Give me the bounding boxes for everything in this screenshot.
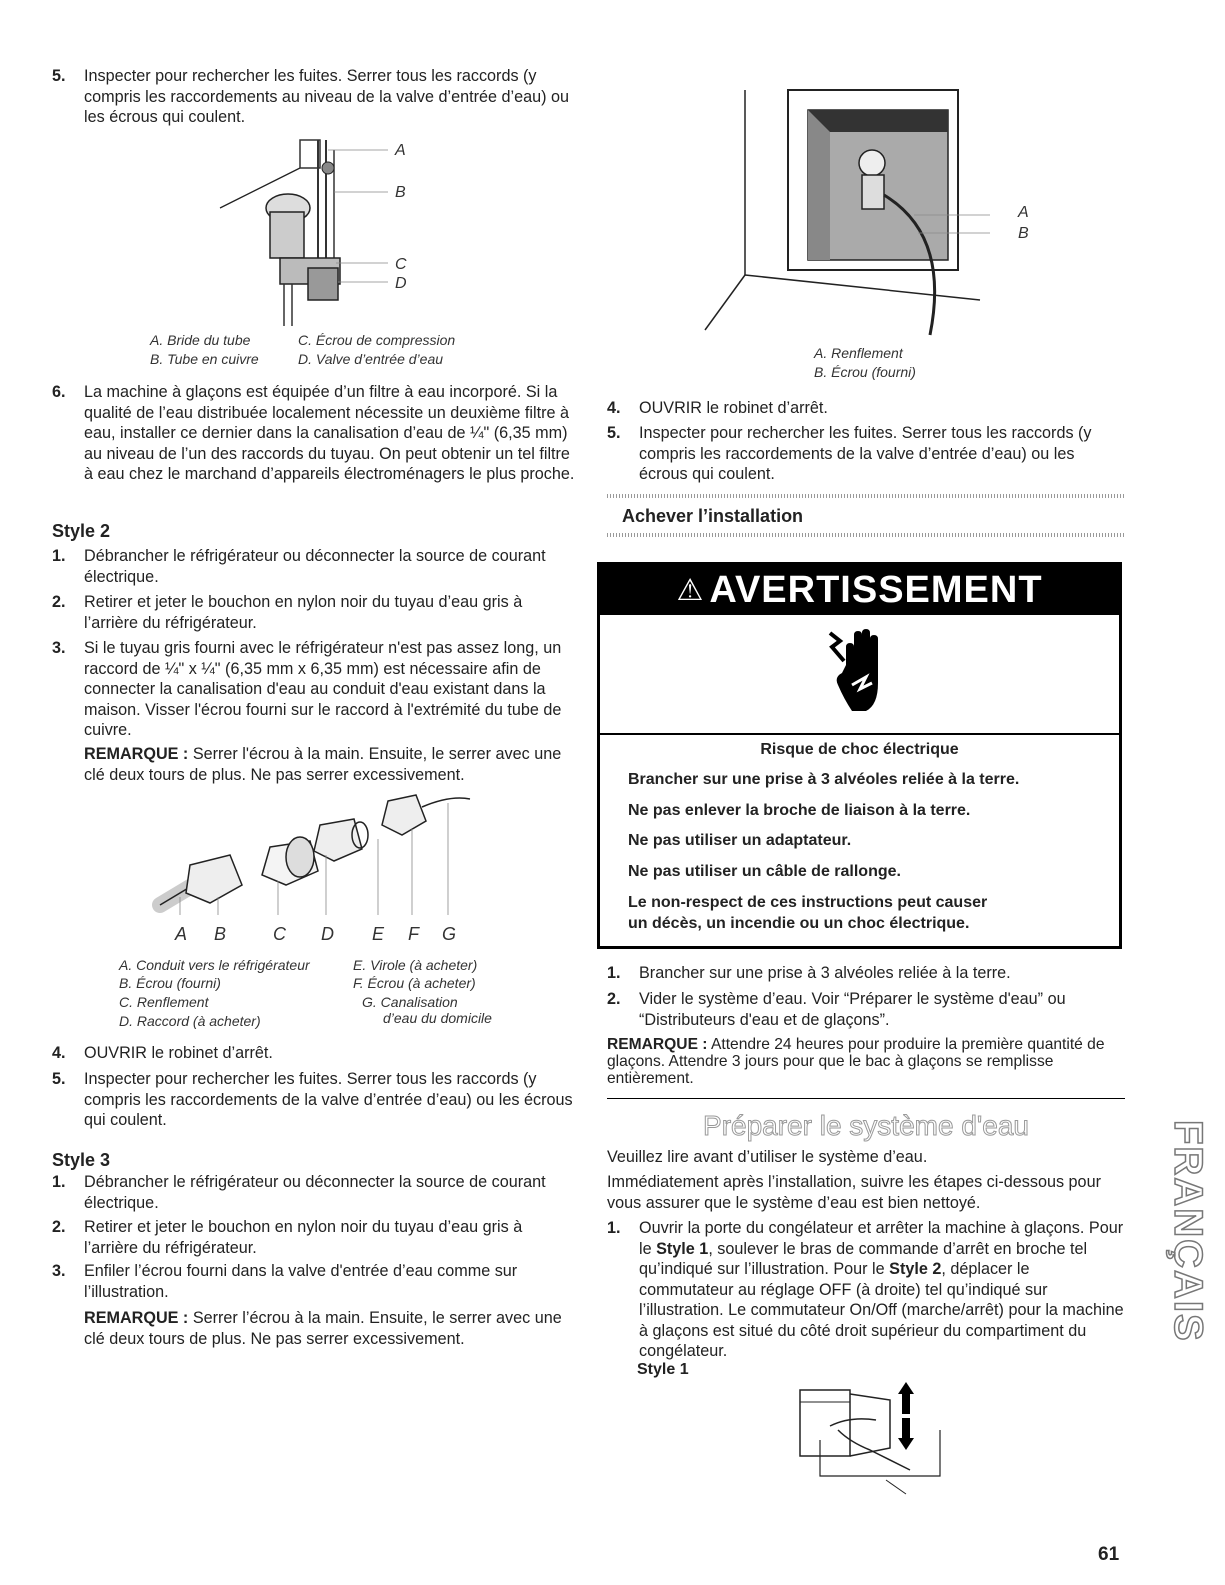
shock-hazard-icon [822, 625, 897, 730]
style2-step-2: 2. Retirer et jeter le bouchon en nylon noir du tuyau d’eau gris à l’arrière du réfrigérateur. [52, 593, 523, 632]
warning-line-1: Brancher sur une prise à 3 alvéoles reliée à la terre. [628, 771, 1020, 788]
warning-divider [600, 733, 1119, 735]
style3-note: REMARQUE : Serrer l’écrou à la main. Ensuite, le serrer avec une clé deux tours de plus. Ne pas serrer excessivement. [84, 1309, 562, 1348]
figure-fittings [150, 785, 480, 925]
warning-risk: Risque de choc électrique [760, 741, 959, 758]
fig3-caption-b: B. Écrou (fourni) [814, 364, 916, 380]
style-2-heading: Style 2 [52, 521, 111, 541]
fig1-caption-b: B. Tube en cuivre [150, 351, 259, 367]
style3-step-1: 1. Débrancher le réfrigérateur ou déconnecter la source de courant électrique. [52, 1173, 546, 1212]
fig2-caption-c: C. Renflement [119, 994, 209, 1010]
fig2-label-c: C [273, 924, 286, 944]
section-title: Préparer le système d'eau [703, 1110, 1029, 1141]
fig1-caption-d: D. Valve d’entrée d’eau [298, 351, 444, 367]
fig2-caption-f: F. Écrou (à acheter) [353, 975, 476, 991]
fig2-caption-d: D. Raccord (à acheter) [119, 1013, 261, 1029]
fig2-label-e: E [372, 924, 385, 944]
fig3-label-a: A [1018, 204, 1029, 221]
page-number: 61 [1098, 1544, 1120, 1565]
install-note: REMARQUE : Attendre 24 heures pour produire la première quantité de glaçons. Attendre 3 jours pour que le bac à glaçons se remplisse entièrement. [607, 1036, 1105, 1087]
warning-triangle-icon: ⚠ [676, 572, 704, 608]
figure-wall-box [700, 85, 990, 340]
warning-line-6: un décès, un incendie ou un choc électrique. [628, 915, 970, 932]
style2-note: REMARQUE : Serrer l'écrou à la main. Ensuite, le serrer avec une clé deux tours de plus. Ne pas serrer excessivement. [84, 745, 562, 784]
style2-step-3: 3. Si le tuyau gris fourni avec le réfrigérateur n'est pas assez long, un raccord de ¼" x ¼" (6,35 mm x 6,35 mm) est nécessaire afin de connecter la canalisation d'eau au conduit d'eau existant dans la maison. Visser l'écrou fourni sur le raccord à l'extrémité du tube de cuivre. [52, 639, 562, 739]
fig1-label-c: C [395, 256, 407, 273]
step-4-left: 4. OUVRIR le robinet d’arrêt. [52, 1044, 273, 1062]
ice-maker-illustration [790, 1380, 950, 1495]
intro-1: Veuillez lire avant d’utiliser le système d’eau. [607, 1148, 928, 1166]
fig3-caption-a: A. Renflement [814, 345, 903, 361]
warning-title: AVERTISSEMENT [709, 568, 1043, 611]
fig2-caption-a: A. Conduit vers le réfrigérateur [119, 957, 310, 973]
side-tab-francais: FRANÇAIS [1166, 1120, 1210, 1343]
fig1-label-d: D [395, 275, 407, 292]
style-1-label: Style 1 [637, 1361, 689, 1378]
fig1-caption-c: C. Écrou de compression [298, 332, 456, 348]
warning-line-5: Le non-respect de ces instructions peut causer [628, 894, 988, 911]
step-6: 6. La machine à glaçons est équipée d’un filtre à eau incorporé. Si la qualité de l’eau distribuée localement nécessite un deuxième filtre à eau, installer ce dernier dans la canalisation d’eau de ¼" (6,35 mm) au niveau de l’un des raccords du tuyau. On peut obtenir un tel filtre à eau chez le marchand d’appareils électroménagers le plus proche. [52, 383, 575, 483]
fittings-illustration [150, 785, 480, 925]
fig2-label-f: F [408, 924, 419, 944]
water-valve-illustration [200, 130, 440, 330]
fig3-label-b: B [1018, 225, 1029, 242]
fig2-caption-g: G. Canalisation [362, 994, 458, 1010]
warning-line-4: Ne pas utiliser un câble de rallonge. [628, 863, 901, 880]
step-5-right: 5. Inspecter pour rechercher les fuites. Serrer tous les raccords (y compris les raccordements de la valve d’entrée d’eau) ou les écrous qui coulent. [607, 424, 1092, 483]
fig1-label-b: B [395, 184, 406, 201]
section-rule [607, 1098, 1125, 1099]
achever-rule-top [607, 494, 1125, 498]
fig2-label-a: A [175, 924, 188, 944]
step-5-top: 5. Inspecter pour rechercher les fuites. Serrer tous les raccords (y compris les raccordements au niveau de la valve d’entrée d’eau) ou les écrous qui coulent. [52, 67, 569, 126]
fig2-label-d: D [321, 924, 334, 944]
achever-rule-bottom [607, 533, 1125, 537]
figure-water-valve [200, 130, 440, 330]
wall-box-illustration [700, 85, 990, 340]
fig2-caption-g2: d’eau du domicile [383, 1010, 492, 1026]
fig2-label-g: G [442, 924, 457, 944]
install-step-2: 2. Vider le système d’eau. Voir “Préparer le système d'eau” ou “Distributeurs d'eau et de glaçons”. [607, 990, 1066, 1029]
install-step-1: 1. Brancher sur une prise à 3 alvéoles reliée à la terre. [607, 964, 1011, 982]
intro-2: Immédiatement après l’installation, suivre les étapes ci-dessous pour vous assurer que le système d’eau est bien nettoyé. [607, 1173, 1101, 1212]
fig2-caption-e: E. Virole (à acheter) [353, 957, 478, 973]
fig1-caption-a: A. Bride du tube [150, 332, 251, 348]
step-5-left: 5. Inspecter pour rechercher les fuites. Serrer tous les raccords (y compris les raccordements de la valve d’entrée d’eau) ou les écrous qui coulent. [52, 1070, 573, 1129]
style2-step-1: 1. Débrancher le réfrigérateur ou déconnecter la source de courant électrique. [52, 547, 546, 586]
style3-step-2: 2. Retirer et jeter le bouchon en nylon noir du tuyau d’eau gris à l’arrière du réfrigérateur. [52, 1218, 523, 1257]
warning-line-3: Ne pas utiliser un adaptateur. [628, 832, 852, 849]
warning-title-bar [600, 565, 1119, 615]
fig2-label-b: B [214, 924, 227, 944]
achever-heading: Achever l’installation [622, 506, 804, 526]
fig2-caption-b: B. Écrou (fourni) [119, 975, 221, 991]
step-4-right: 4. OUVRIR le robinet d’arrêt. [607, 399, 828, 417]
warning-box [597, 562, 1122, 949]
style3-step-3: 3. Enfiler l’écrou fourni dans la valve d'entrée d’eau comme sur l’illustration. [52, 1262, 518, 1301]
figure-ice-maker [790, 1380, 950, 1495]
style-3-heading: Style 3 [52, 1150, 111, 1170]
hand-shock-icon [822, 625, 897, 730]
fig1-label-a: A [395, 142, 406, 159]
prep-step-1: 1. Ouvrir la porte du congélateur et arrêter la machine à glaçons. Pour le Style 1, soulever le bras de commande d’arrêt en broche tel qu’indiqué sur l’illustration. Pour le Style 2, déplacer le commutateur au réglage OFF (à droite) tel qu’indiqué sur l’illustration. Le commutateur On/Off (marche/arrêt) pour la machine à glaçons est situé du côté droit supérieur du compartiment du congélateur. [607, 1219, 1124, 1360]
warning-line-2: Ne pas enlever la broche de liaison à la terre. [628, 802, 971, 819]
